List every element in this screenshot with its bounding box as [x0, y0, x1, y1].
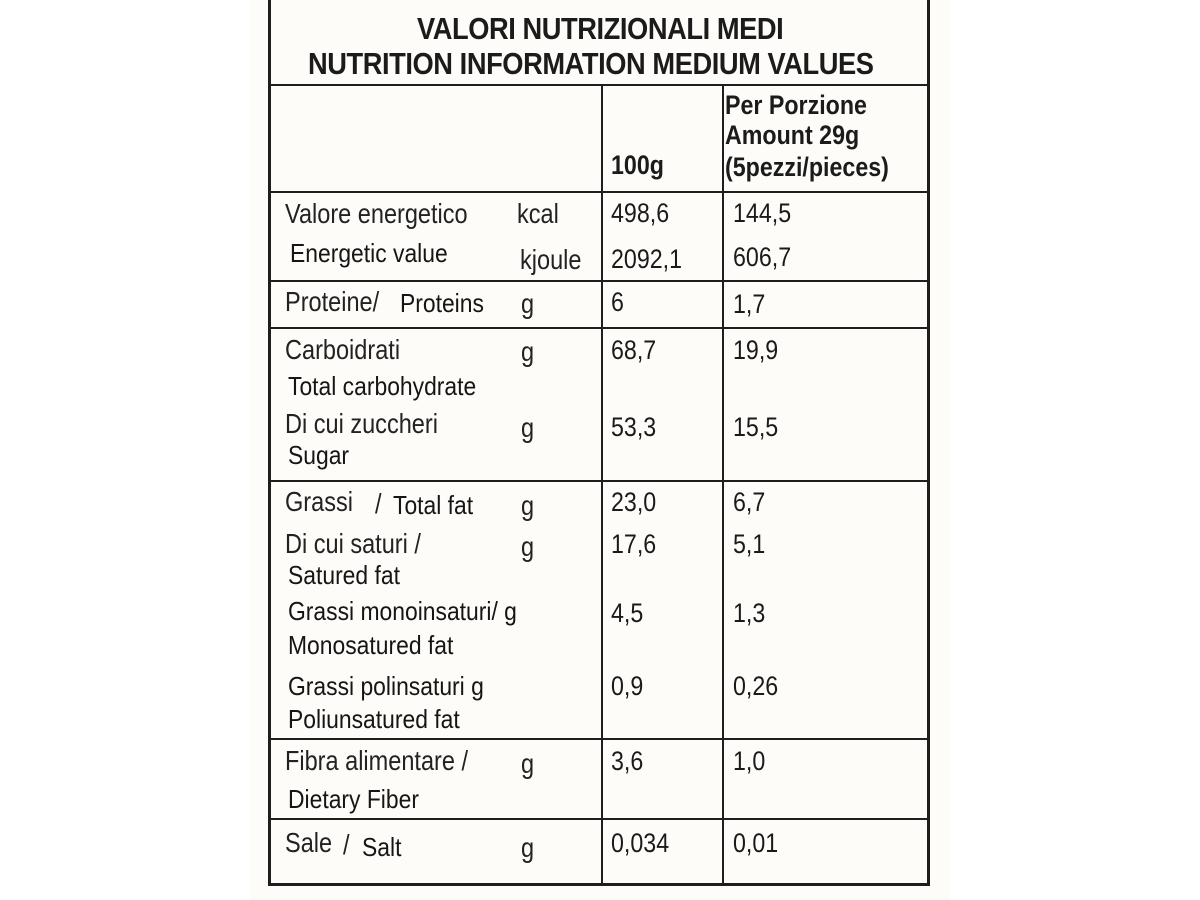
mono-label-en: Monosatured fat: [288, 630, 454, 660]
mono-portion: 1,3: [733, 598, 766, 628]
col-divider-2: [722, 85, 724, 883]
salt-portion: 0,01: [733, 828, 779, 858]
sugar-unit: g: [521, 412, 535, 443]
column-header-portion-pieces: (5pezzi/pieces): [725, 152, 889, 182]
energy-label-en: Energetic value: [290, 238, 448, 268]
fat-portion: 6,7: [733, 487, 766, 517]
mono-label-it: Grassi monoinsaturi/ g: [288, 596, 517, 626]
col-divider-1: [601, 85, 603, 883]
fat-label-separator: /: [375, 488, 382, 519]
rule-below-fat: [271, 738, 927, 740]
salt-label-it: Sale: [285, 827, 333, 858]
saturated-100g: 17,6: [611, 529, 657, 559]
saturated-unit: g: [521, 531, 535, 562]
mono-100g: 4,5: [611, 598, 644, 628]
energy-kj-100g: 2092,1: [611, 244, 683, 274]
salt-unit: g: [521, 832, 535, 863]
energy-kcal-100g: 498,6: [611, 198, 670, 228]
rule-below-header: [271, 191, 927, 193]
energy-kcal-portion: 144,5: [733, 198, 792, 228]
carbs-label-it: Carboidrati: [285, 334, 401, 365]
rule-below-title: [271, 84, 927, 86]
protein-unit: g: [521, 288, 535, 319]
fat-label-en: Total fat: [393, 490, 474, 520]
energy-kj-portion: 606,7: [733, 242, 792, 272]
sugar-100g: 53,3: [611, 412, 657, 442]
sugar-portion: 15,5: [733, 412, 779, 442]
carbs-unit: g: [521, 336, 535, 367]
fiber-100g: 3,6: [611, 746, 644, 776]
column-header-100g: 100g: [611, 150, 664, 180]
title-english: NUTRITION INFORMATION MEDIUM VALUES: [308, 46, 874, 81]
protein-100g: 6: [611, 287, 624, 317]
salt-label-separator: /: [343, 829, 350, 860]
energy-label-it: Valore energetico: [285, 198, 468, 229]
rule-below-carbs: [271, 480, 927, 482]
title-italian: VALORI NUTRIZIONALI MEDI: [417, 11, 784, 46]
protein-label-it: Proteine/: [285, 286, 380, 317]
saturated-label-en: Satured fat: [288, 560, 400, 590]
poly-100g: 0,9: [611, 671, 644, 701]
poly-label-en: Poliunsatured fat: [288, 704, 460, 734]
sugar-label-it: Di cui zuccheri: [285, 408, 438, 439]
carbs-portion: 19,9: [733, 335, 779, 365]
fiber-portion: 1,0: [733, 746, 766, 776]
carbs-100g: 68,7: [611, 335, 657, 365]
fiber-unit: g: [521, 748, 535, 779]
poly-label-it: Grassi polinsaturi g: [288, 671, 484, 701]
salt-label-en: Salt: [362, 832, 402, 862]
poly-portion: 0,26: [733, 671, 779, 701]
fat-100g: 23,0: [611, 487, 657, 517]
fiber-label-it: Fibra alimentare /: [285, 745, 469, 776]
saturated-label-it: Di cui saturi /: [285, 528, 421, 559]
rule-below-fiber: [271, 818, 927, 820]
fat-label-it: Grassi: [285, 486, 353, 517]
rule-below-protein: [271, 327, 927, 329]
carbs-label-en: Total carbohydrate: [288, 371, 477, 401]
fiber-label-en: Dietary Fiber: [288, 784, 419, 814]
sugar-label-en: Sugar: [288, 440, 350, 470]
fat-unit: g: [521, 490, 535, 521]
protein-label-en: Proteins: [400, 288, 484, 318]
rule-below-energy: [271, 280, 927, 282]
saturated-portion: 5,1: [733, 529, 766, 559]
column-header-portion: Per Porzione: [725, 90, 867, 120]
column-header-portion-amount: Amount 29g: [725, 120, 860, 150]
salt-100g: 0,034: [611, 828, 670, 858]
energy-unit-kcal: kcal: [517, 198, 559, 229]
energy-unit-kjoule: kjoule: [520, 244, 582, 275]
protein-portion: 1,7: [733, 289, 766, 319]
